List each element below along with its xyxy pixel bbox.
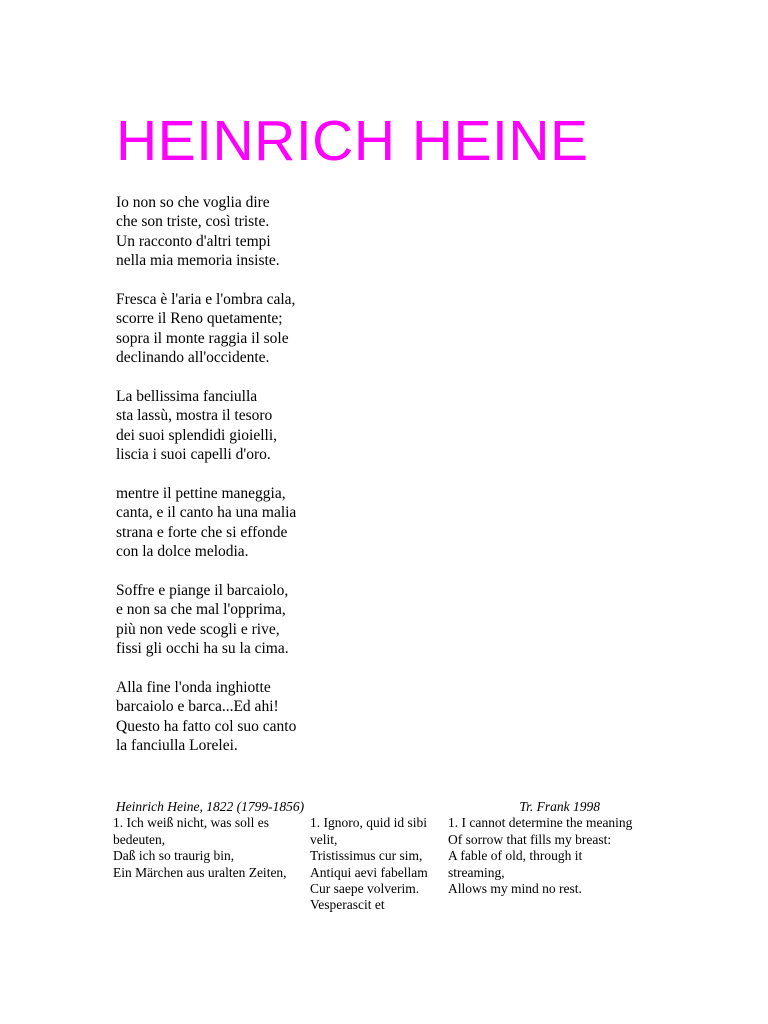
poem-line: barcaiolo e barca...Ed ahi! (116, 698, 279, 716)
column-heading-spacer (310, 799, 448, 815)
poem-line: dei suoi splendidi gioielli, (116, 426, 278, 444)
poem-stanza (116, 581, 476, 659)
poem-line: Questo ha fatto col suo canto (116, 717, 297, 735)
poem-stanza (116, 290, 476, 368)
poem-stanza (116, 387, 476, 465)
italian-poem (116, 193, 476, 775)
english-column (448, 799, 638, 897)
poem-line: mentre il pettine maneggia, (116, 485, 286, 503)
column-line: 1. I cannot determine the meaning (448, 815, 633, 831)
poem-stanza (116, 193, 476, 271)
column-line: Antiqui aevi fabellam (310, 864, 428, 880)
poem-line: fissi gli occhi ha su la cima. (116, 640, 289, 658)
poem-line: scorre il Reno quetamente; (116, 310, 283, 328)
poem-line: la fanciulla Lorelei. (116, 737, 238, 755)
poem-line: più non vede scogli e rive, (116, 620, 280, 638)
poem-line: canta, e il canto ha una malia (116, 504, 297, 522)
poem-line: Un racconto d'altri tempi (116, 232, 271, 250)
poem-line: e non sa che mal l'opprima, (116, 601, 286, 619)
column-line: Daß ich so traurig bin, (113, 848, 235, 864)
poem-line: Alla fine l'onda inghiotte (116, 679, 271, 697)
poem-stanza (116, 484, 476, 562)
poem-line: nella mia memoria insiste. (116, 252, 280, 270)
column-line: A fable of old, through it streaming, (448, 848, 583, 880)
poem-line: sta lassù, mostra il tesoro (116, 407, 273, 425)
poem-line: sopra il monte raggia il sole (116, 329, 289, 347)
document-title: HEINRICH HEINE (116, 109, 589, 173)
poem-line: strana e forte che si effonde (116, 523, 288, 541)
poem-line: declinando all'occidente. (116, 349, 270, 367)
english-column-heading: Tr. Frank 1998 (519, 799, 600, 814)
column-line: Ein Märchen aus uralten Zeiten, (113, 864, 287, 880)
latin-column (310, 799, 448, 914)
column-line: Vesperascit et (310, 897, 385, 913)
column-line: Of sorrow that fills my breast: (448, 831, 612, 847)
column-line: Allows my mind no rest. (448, 881, 582, 897)
column-line: Cur saepe volverim. (310, 881, 420, 897)
column-line: 1. Ignoro, quid id sibi velit, (310, 815, 427, 847)
poem-stanza (116, 678, 476, 756)
german-column-heading: Heinrich Heine, 1822 (1799-1856) (115, 799, 305, 814)
poem-line: Soffre e piange il barcaiolo, (116, 582, 289, 600)
poem-line: liscia i suoi capelli d'oro. (116, 446, 271, 464)
column-line: Tristissimus cur sim, (310, 848, 423, 864)
column-line: 1. Ich weiß nicht, was soll es bedeuten, (113, 815, 269, 847)
poem-line: Fresca è l'aria e l'ombra cala, (116, 291, 296, 309)
poem-line: con la dolce melodia. (116, 543, 249, 561)
poem-line: Io non so che voglia dire (116, 194, 270, 211)
german-column (113, 799, 307, 881)
poem-line: che son triste, così triste. (116, 213, 270, 231)
poem-line: La bellissima fanciulla (116, 388, 258, 406)
